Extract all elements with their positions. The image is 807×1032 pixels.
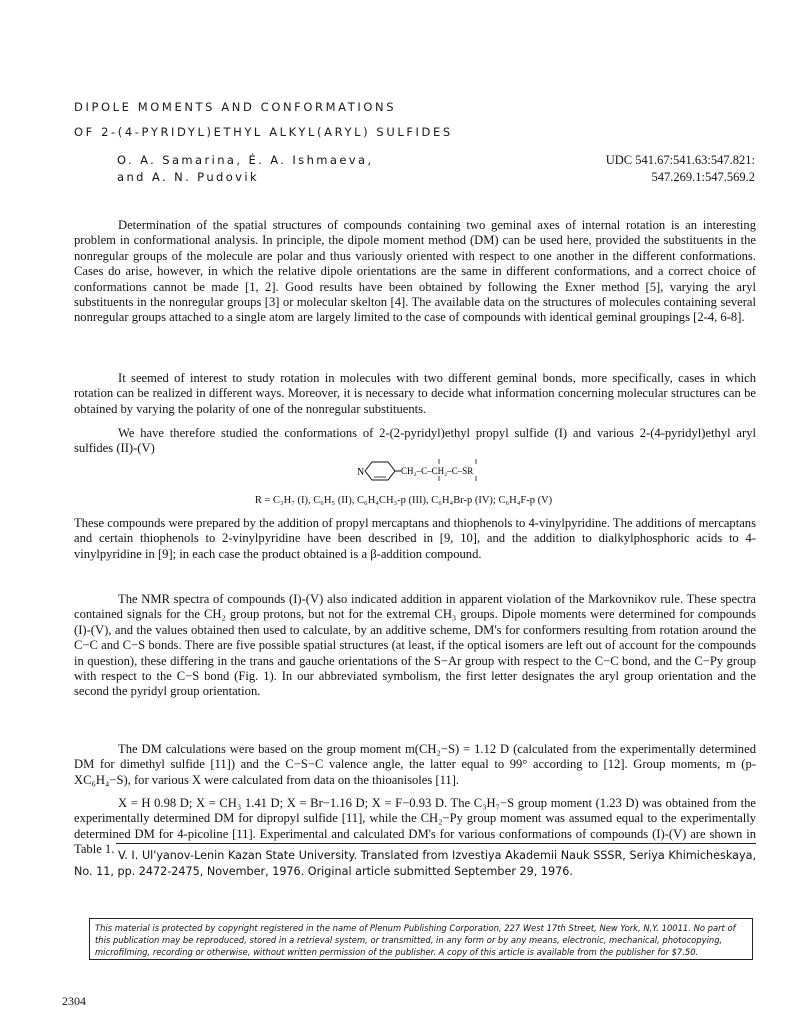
paragraph-5 [74,592,756,700]
paragraph-3-text: We have therefore studied the conformations of 2-(2-pyridyl)ethyl propyl sulfide (I) and various 2-(4-pyridyl)ethyl aryl sulfides (II)-(V) [74,426,756,456]
r-group-definitions: R = C₃H₇ (I), C₆H₅ (II), C₆H₄CH₃-p (III), C₆H₄Br-p (IV); C₆H₄F-p (V) [254,495,553,506]
paragraph-2 [74,371,756,417]
paragraph-6 [74,742,756,788]
authors-line-1: O. A. Samarina, É. A. Ishmaeva, [117,153,374,167]
pyridine-n-label: N [357,467,365,478]
paragraph-1 [74,218,756,326]
chemical-structure [355,456,515,486]
side-chain: CH₂–C–CH₂–C–SR [401,466,474,476]
footnote-rule [116,843,756,844]
paragraph-7-text: X = H 0.98 D; X = CH₃ 1.41 D; X = Br−1.16 D; X = F−0.93 D. The C₃H₇−S group moment (1.23 D) was obtained from the experimentally determined DM for dipropyl sulfide [11], while the CH₂−Py group moment was assumed equal to the experimentally determined DM for 4-picoline [11]. Experimental and calculated DM's for various conformations of compounds (I)-(V) are shown in Table 1. [74,796,756,857]
paragraph-3 [74,426,756,457]
paragraph-6-text: The DM calculations were based on the group moment m(CH₂−S) = 1.12 D (calculated from the experimentally determined DM for dimethyl sulfide [11]) and the C−S−C valence angle, the latter equal to 99° according to [12]. Group moments, m (p-XC₆H₄−S), for various X were calculated from data on the thioanisoles [11]. [74,742,756,787]
udc-line-2: 547.269.1:547.569.2 [651,170,755,184]
copyright-notice: This material is protected by copyright registered in the name of Plenum Publishing Corporation, 227 West 17th Street, New York, N.Y. 10011. No part of this publication may be reproduced, stored in a retrieval system, or transmitted, in any form or by any means, electronic, mechanical, photocopying, microfilming, recording or otherwise, without written permission of the publisher. A copy of this article is available from the publisher for $7.50. [89,918,753,960]
udc-classification [606,152,755,186]
authors [117,152,374,186]
paragraph-4: These compounds were prepared by the addition of propyl mercaptans and thiophenols to 4-vinylpyridine. The additions of mercaptans and certain thiophenols to 2-vinylpyridine have been described in [9, 10], and the addition to dialkylphosphoric acids to 4-vinylpyridine in [9]; in each case the product obtained is a β-addition compound. [74,516,756,561]
paragraph-5-text: The NMR spectra of compounds (I)-(V) also indicated addition in apparent violation of the Markovnikov rule. These spectra contained signals for the CH₂ group protons, but not for the extremal CH₃ groups. Dipole moments were determined for compounds (I)-(V), and the values obtained then used to calculate, by an additive scheme, DM's for conformers resulting from rotation around the C−C and C−S bonds. There are five possible spatial structures (at least, if the optical isomers are left out of account for the compounds in question), these differing in the trans and gauche orientations of the S−Ar group with respect to the C−C bond, and the C−Py group with respect to the C−S bond (Fig. 1). In our abbreviated symbolism, the first letter designates the aryl group orientation and the second the pyridyl group orientation. [74,592,756,699]
paragraph-1-text: Determination of the spatial structures of compounds containing two geminal axes of internal rotation is an interesting problem in conformational analysis. In principle, the dipole moment method (DM) can be used here, provided the substituents in the nonregular groups of the molecule are polar and thus variously oriented with respect to one another in the different conformations. Cases do arise, however, in which the relative dipole orientations are the same in different conformations, and a correct choice of conformations cannot be made [1, 2]. Good results have been obtained by following the Exner method [5], varying the aryl substituents in the nonregular groups [3] or molecular skelton [4]. The available data on the structures of molecules containing several nonregular groups attached to a single atom are largely limited to the case of compounds with identical geminal groupings [2-4, 6-8]. [74,218,756,325]
udc-line-1: UDC 541.67:541.63:547.821: [605,153,755,167]
affiliation-footnote [74,848,756,879]
affiliation-text: V. I. Ul'yanov-Lenin Kazan State University. Translated from Izvestiya Akademii Nauk SSSR, Seriya Khimicheskaya, No. 11, pp. 2472-2475, November, 1976. Original article submitted September 29, 1976. [74,849,756,878]
page-number: 2304 [62,994,86,1008]
title-line-2: OF 2-(4-PYRIDYL)ETHYL ALKYL(ARYL) SULFIDES [74,125,453,139]
paragraph-2-text: It seemed of interest to study rotation in molecules with two different geminal bonds, more specifically, cases in which rotation can be realized in different ways. Moreover, it is necessary to decide what information concerning molecular structures can be obtained by varying the polarity of one of the nonregular substituents. [74,371,756,416]
title-line-1: DIPOLE MOMENTS AND CONFORMATIONS [74,100,397,114]
authors-line-2: and A. N. Pudovik [117,170,259,184]
